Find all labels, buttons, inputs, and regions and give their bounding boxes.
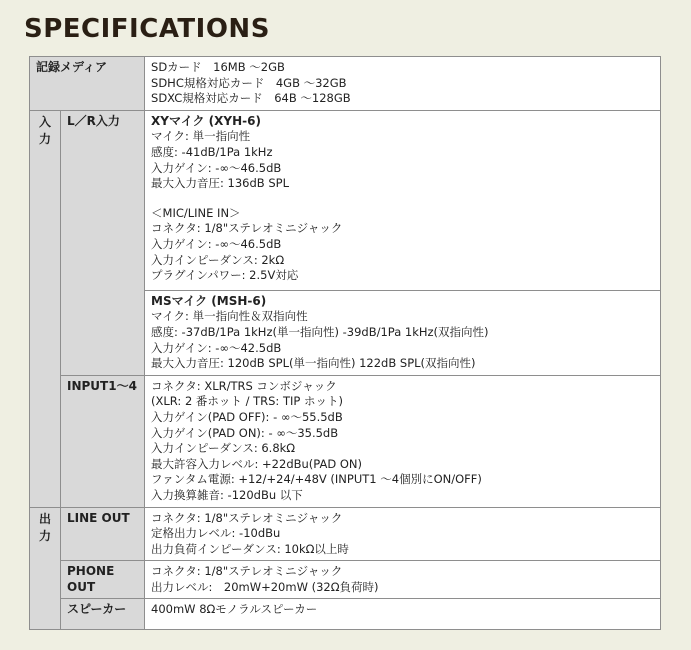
xy-mic-title: XYマイク (XYH-6) <box>151 113 261 128</box>
spacer <box>151 192 654 206</box>
phone-out-line: コネクタ: 1/8"ステレオミニジャック <box>151 564 343 579</box>
ms-line: マイク: 単一指向性＆双指向性 <box>151 309 308 324</box>
output-label-char: 力 <box>38 528 51 543</box>
line-out-line: 出力負荷インピーダンス: 10kΩ以上時 <box>151 541 349 556</box>
lr-input-label: L／R入力 <box>61 110 145 375</box>
xy-line: 感度: -41dB/1Pa 1kHz <box>151 144 273 159</box>
spec-table <box>29 56 661 630</box>
lr-xy-row <box>30 110 661 290</box>
phone-out-row <box>30 561 661 599</box>
phone-out-label <box>61 561 145 599</box>
xy-line: マイク: 単一指向性 <box>151 129 251 144</box>
ms-mic-values <box>145 290 661 375</box>
media-line: SDHC規格対応カード 4GB 〜32GB <box>151 75 347 90</box>
input14-line: (XLR: 2 番ホット / TRS: TIP ホット) <box>151 394 343 409</box>
mic-line-line: コネクタ: 1/8"ステレオミニジャック <box>151 221 343 236</box>
mic-line-line: プラグインパワー: 2.5V対応 <box>151 268 299 283</box>
mic-line-title: ＜MIC/LINE IN＞ <box>151 205 241 220</box>
input-group-label <box>30 110 61 507</box>
media-line: SDカード 16MB 〜2GB <box>151 60 285 74</box>
input14-label: INPUT1〜4 <box>61 375 145 507</box>
ms-line: 最大入力音圧: 120dB SPL(単一指向性) 122dB SPL(双指向性) <box>151 356 476 371</box>
phone-out-line: 出力レベル: 20mW+20mW (32Ω負荷時) <box>151 579 379 594</box>
input-label-char: 力 <box>38 131 51 146</box>
input14-line: 入力ゲイン(PAD ON): - ∞〜35.5dB <box>151 425 339 440</box>
output-group-label <box>30 507 61 630</box>
line-out-line: コネクタ: 1/8"ステレオミニジャック <box>151 510 343 525</box>
input14-line: 入力換算雑音: -120dBu 以下 <box>151 487 303 502</box>
media-label: 記録メディア <box>30 57 145 111</box>
input14-values <box>145 375 661 507</box>
line-out-label: LINE OUT <box>61 507 145 561</box>
phone-out-values <box>145 561 661 599</box>
input14-line: コネクタ: XLR/TRS コンボジャック <box>151 378 337 393</box>
ms-line: 感度: -37dB/1Pa 1kHz(単一指向性) -39dB/1Pa 1kHz(双指向性) <box>151 324 489 339</box>
phone-out-label-line: OUT <box>67 579 96 594</box>
input14-line: 入力インピーダンス: 6.8kΩ <box>151 441 296 456</box>
page-title: SPECIFICATIONS <box>24 14 270 44</box>
ms-line: 入力ゲイン: -∞〜42.5dB <box>151 340 282 355</box>
line-out-values <box>145 507 661 561</box>
media-line: SDXC規格対応カード 64B 〜128GB <box>151 91 351 106</box>
speaker-line: 400mW 8Ωモノラルスピーカー <box>151 602 318 617</box>
mic-line-line: 入力インピーダンス: 2kΩ <box>151 252 285 267</box>
input14-row <box>30 375 661 507</box>
mic-line-line: 入力ゲイン: -∞〜46.5dB <box>151 236 282 251</box>
input14-line: ファンタム電源: +12/+24/+48V (INPUT1 〜4個別にON/OFF) <box>151 472 482 487</box>
line-out-row <box>30 507 661 561</box>
xy-line: 最大入力音圧: 136dB SPL <box>151 176 289 191</box>
xy-mic-values <box>145 110 661 290</box>
input-label-char: 入 <box>38 114 51 129</box>
speaker-values <box>145 599 661 630</box>
speaker-row <box>30 599 661 630</box>
output-label-char: 出 <box>38 511 51 526</box>
input14-line: 最大許容入力レベル: +22dBu(PAD ON) <box>151 456 362 471</box>
line-out-line: 定格出力レベル: -10dBu <box>151 526 281 541</box>
input14-line: 入力ゲイン(PAD OFF): - ∞〜55.5dB <box>151 409 343 424</box>
media-values <box>145 57 661 111</box>
xy-line: 入力ゲイン: -∞〜46.5dB <box>151 160 282 175</box>
media-row <box>30 57 661 111</box>
speaker-label: スピーカー <box>61 599 145 630</box>
ms-mic-title: MSマイク (MSH-6) <box>151 293 267 308</box>
phone-out-label-line: PHONE <box>67 564 115 579</box>
